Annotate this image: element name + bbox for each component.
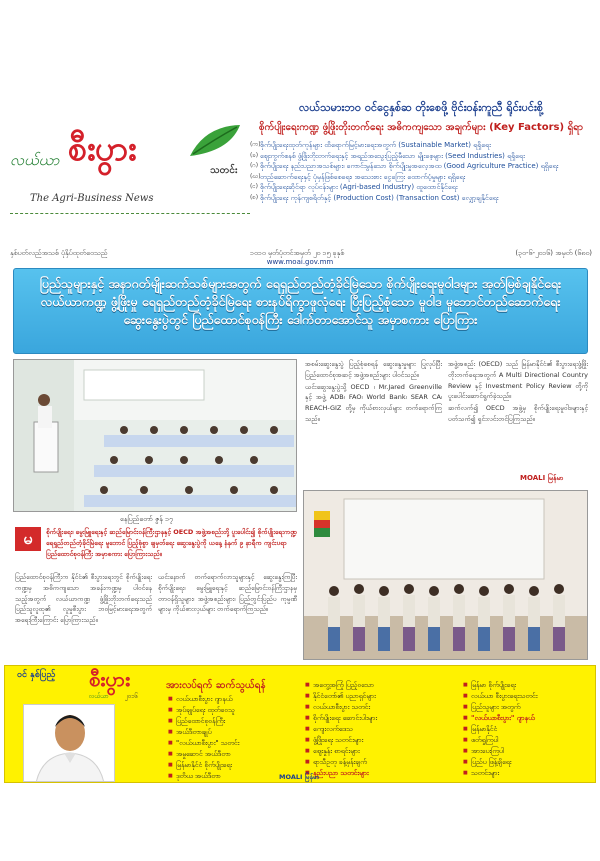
photo-caption-dateline: နေပြည်တော် ဇွန် ၁၇ <box>120 515 173 523</box>
list-item: ■ နည်းပညာ သတင်းများ <box>305 768 377 779</box>
list-item: ■ အားပေးကြပါ <box>463 746 537 757</box>
article-paragraph: အဖွဲ့အစည်း (OECD) သည် မြန်မာနိုင်ငံ၏ စီးပွားရေးဖွံ့ဖြိုးတိုးတက်ရေးအတွက် A Multi Directional Country Review နှင့် Investment Policy Review တို့ကို ပူးပေါင်းဆောင်ရွက်ခဲ့သည်။ <box>448 360 588 401</box>
supplement-heading: အားလပ်ရက် ဆက်သွယ်ရန် <box>166 680 266 691</box>
list-item: ■ "လယ်ယာစီးပွား" ဂျာနယ် <box>463 713 537 724</box>
list-item: (ဂ) စိုက်ပျိုးရေး နည်းပညာအသစ်များ၊ ကောင်းမွန်သော စိုက်ပျိုးမှုအလေ့အထ (Good Agriculture Practice) ရရှိရေး <box>250 161 592 172</box>
article-column-3 <box>305 359 442 487</box>
issue-publisher: နှစ်ပတ်လည်အသစ် ပုံနှိပ်ထုတ်ဝေသည် <box>10 249 108 257</box>
list-item: ■ လယ်ယာစီးပွား သတင်း <box>305 702 377 713</box>
list-item: ■ ကျေးလက်ဒေသ <box>305 724 377 735</box>
supplement-editor-label: ဝင် နှစ်ပြည့် <box>17 670 56 680</box>
newspaper-logo <box>10 121 250 241</box>
headline-subtitle: စိုက်ပျိုးရေးကဏ္ဍ ဖွံ့ဖြိုးတိုးတက်ရေး အဓိကကျသော အချက်များ (Key Factors) ရှိရာ <box>258 122 584 133</box>
supplement-logo: စီးပွား <box>89 667 131 691</box>
list-item: ■ စိုက်ပျိုးရေး ဆောင်းပါးများ <box>305 713 377 724</box>
issue-registration: ၁၀၁၀ မှတ်ပုံတင်အမှတ် ၂၀ ၁၅ ခုနှစ် <box>250 249 345 257</box>
supplement-logo-sub: လယ်ယာ <box>89 693 109 700</box>
list-item: (ဃ) တည်ဆောက်ရေးနှင့် ပုံမှန်ဖြစ်စေရေး၊ အသေးစား ငွေကြေး ထောက်ပံ့မှုများ ရရှိရေး <box>250 172 592 183</box>
list-item: (ခ) ဈေးကွက်စနစ် ဖွံ့ဖြိုးတိုးတက်ရေးနှင့် အရည်အသွေးပြည့်မီသော မျိုးစေ့များ (Seed Industries) ရရှိရေး <box>250 151 592 162</box>
website-url: www.moai.gov.mm <box>266 258 334 266</box>
headline-banner <box>13 268 588 354</box>
article-paragraph: ယင်းနောက် တက်ရောက်လာသူများနှင့် ဆွေးနွေးကြပြီး စိုက်ပျိုးရေး၊ မွေးမြူရေးနှင့် ဆည်မြောင်းဝန်ကြီးဌာနမှ တာဝန်ရှိသူများ၊ အဖွဲ့အစည်းများ၊ ပြည်တွင်းပြည်ပ ကုမ္ပဏီများမှ ကိုယ်စားလှယ်များ တက်ရောက်ကြသည်။ <box>158 573 297 614</box>
list-item: ■ သတင်းများ <box>463 768 537 779</box>
list-item: ■ ပြည်ထောင်စုဝန်ကြီး <box>168 716 239 727</box>
list-item: ■ မြန်မာနိုင်ငံ <box>463 724 537 735</box>
list-item: ■ အမှုဆောင် အယ်ဒီတာ <box>168 749 239 760</box>
list-item: ■ ဖတ်ရှုကြပါ <box>463 735 537 746</box>
logo-english-text: The Agri-Business News <box>30 193 154 204</box>
list-item: ■ မြန်မာနိုင်ငံ စိုက်ပျိုးရေး <box>168 760 239 771</box>
list-item: ■ ပြည်ပ ဖြန့်ချိရေး <box>463 757 537 768</box>
list-item: ■ အယ်ဒီတာချုပ် <box>168 727 239 738</box>
banner-line-1: ပြည်သူများနှင့် အနာဂတ်မျိုးဆက်သစ်များအတွက် ရေရှည်တည်တံ့ခိုင်မြဲသော စိုက်ပျိုးရေးမူဝါဒများ အုတ်မြစ်ချနိုင်ရေး <box>39 276 562 291</box>
logo-small-text: လယ်ယာ <box>10 151 60 169</box>
list-item: ■ ဈေးနှုန်း စာရင်းများ <box>305 746 377 757</box>
logo-big-text: စီးပွား <box>68 129 136 169</box>
article-column-4 <box>448 359 588 487</box>
key-factors-list <box>250 140 592 203</box>
group-photo-illustration <box>304 491 588 660</box>
logo-divider <box>10 213 250 214</box>
conference-photo-illustration <box>14 360 297 512</box>
editor-portrait <box>23 704 115 782</box>
supplement-list-left <box>168 694 239 782</box>
portrait-illustration <box>24 705 115 782</box>
list-item: (စ) စိုက်ပျိုးရေး ကုန်ကျစရိတ်နှင့် (Production Cost) (Transaction Cost) လျှော့ချနိုင်ရေး <box>250 193 592 204</box>
key-factors-box <box>250 101 592 259</box>
list-item: ■ လယ်ယာစီးပွား ဂျာနယ် <box>168 694 239 705</box>
article-paragraph: ယင်းဆွေးနွေးပွဲသို့ OECD ၊ Mr.Jared Greenville နှင့် အဖွဲ့ ADB၊ FAO၊ World Bank၊ SEAR CA၊ REACH-GIZ တို့မှ ကိုယ်စားလှယ်များ တက်ရောက်ကြသည်။ <box>305 382 442 423</box>
headline-title: လယ်သမားဘဝ ဝင်ငွေနှစ်ဆ တိုးစေဖို့ ဗိုင်းဝန်းကူညီ ရိုင်းပင်းစို့ <box>299 101 543 114</box>
conference-photo-speaker <box>13 359 297 512</box>
list-item: ■ ရာသီဥတု ခန့်မှန်းချက် <box>305 757 377 768</box>
list-item: ■ ပြည်သူများ အတွက် <box>463 702 537 713</box>
list-item: ■ "လယ်ယာစီးပွား" သတင်း <box>168 738 239 749</box>
group-photo <box>303 490 588 660</box>
article-lead: စိုက်ပျိုးရေး၊ မွေးမြူရေးနှင့် ဆည်မြောင်းဝန်ကြီးဌာနနှင့် OECD အဖွဲ့အစည်းတို့ ပူးပေါင်း၍ စိုက်ပျိုးရေးကဏ္ဍ ရေရှည်တည်တံ့ခိုင်မြဲရေး မူဘောင် ပြည့်စုံစွာ ချမှတ်ရေး ဆွေးနွေးပွဲကို ယနေ့ နံနက် ၉ နာရီက ကျင်းပရာ ပြည်ထောင်စုဝန်ကြီး အမှာစကား ပြောကြားသည်။ <box>46 528 297 558</box>
list-item: ■ လယ်ယာ စီးပွားရေးသတင်း <box>463 691 537 702</box>
list-item: ■ အုပ်ချုပ်ရေး ထုတ်ဝေသူ <box>168 705 239 716</box>
supplement-logo-date: ၂၀၁၆ <box>125 693 139 700</box>
supplement-list-middle <box>305 680 377 779</box>
logo-tag-text: သတင်း <box>210 165 238 176</box>
article-paragraph: အစမ်းဆွေးနွေးပွဲ ပြည့်စုံစေရန် ဆွေးနွေးမှုများ ပြုလုပ်ပြီး ပြည်ထောင်စုအဆင့် အဖွဲ့အစည်းများ ပါဝင်သည်။ <box>305 360 442 379</box>
drop-cap: မ <box>15 527 41 551</box>
list-item: (င) စိုက်ပျိုးရေးဆိုင်ရာ လုပ်ငန်းများ (Agri-based Industry) ထူထောင်နိုင်ရေး <box>250 182 592 193</box>
list-item: ■ နိုင်ငံတော်၏ ပညာရှင်များ <box>305 691 377 702</box>
issue-date-number: (၃၀-၆-၂၀၁၆) အမှတ် (၆၈၀) <box>515 249 592 257</box>
supplement-list-right <box>463 680 537 779</box>
article-column-1 <box>15 572 152 662</box>
list-item: ■ မြန်မာ စိုက်ပျိုးရေး <box>463 680 537 691</box>
list-item: ■ အတွေ့အကြုံ ပြည့်ဝသော <box>305 680 377 691</box>
masthead <box>10 93 592 268</box>
banner-line-3: ဆွေးနွေးပွဲတွင် ပြည်ထောင်စုဝန်ကြီး ဒေါက်တာအောင်သူ အမှာစကား ပြောကြား <box>123 312 478 327</box>
list-item: (က) စိုက်ပျိုးရေးထုတ်ကုန်များ ထိရောက်မြင့်မားရေးအတွက် (Sustainable Market) ရရှိရေး <box>250 140 592 151</box>
article-column-2 <box>158 572 297 662</box>
article-paragraph: ဆက်လက်၍ OECD အဖွဲ့မှ စိုက်ပျိုးရေးမူဝါဒများနှင့် ပတ်သက်၍ ရှင်းလင်းတင်ပြကြသည်။ <box>448 404 588 423</box>
banner-line-2: လယ်ယာကဏ္ဍ ဖွံ့ဖြိုးမှု ရေရှည်တည်တံ့ခိုင်မြဲရေး စားနပ်ရိက္ခာဖူလုံရေး ပြီးပြည့်စုံသော မူဝါဒ မူဘောင်တည်ဆောက်ရေး <box>40 294 561 309</box>
article-byline: MOALI မြန်မာ <box>520 474 564 482</box>
article-paragraph: ပြည်ထောင်စုဝန်ကြီးက နိုင်ငံ၏ စီးပွားရေးတွင် စိုက်ပျိုးရေးကဏ္ဍမှ အဓိကကျသော အခန်းကဏ္ဍမှ ပါဝင်နေသည့်အတွက် လယ်ယာကဏ္ဍ ဖွံ့ဖြိုးတိုးတက်ရေးသည် ပြည်သူလူထု၏ လူမှုစီးပွား ဘဝမြင့်မားရေးအတွက် အရေးကြီးကြောင်း ပြောကြားသည်။ <box>15 573 152 625</box>
supplement-box <box>4 665 596 783</box>
leaf-icon <box>185 121 245 161</box>
list-item: ■ ဖွံ့ဖြိုးရေး သတင်းများ <box>305 735 377 746</box>
list-item: ■ ဒုတိယ အယ်ဒီတာ <box>168 771 239 782</box>
supplement-footer: MOALI မြန်မာ <box>279 773 320 781</box>
